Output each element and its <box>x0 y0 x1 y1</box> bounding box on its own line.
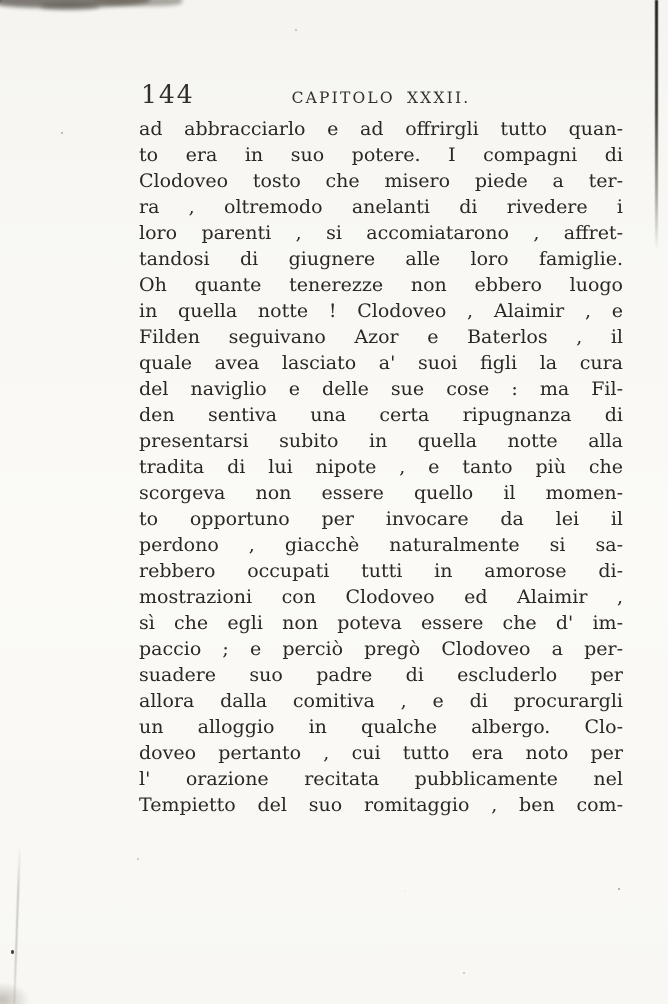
scan-artifact-top-edge-smudge <box>40 3 100 10</box>
text-line: suadere suo padre di escluderlo per <box>139 664 623 686</box>
text-line: ad abbracciarlo e ad offrirgli tutto quan- <box>139 118 623 140</box>
text-line: quale avea lasciato a' suoi figli la cura <box>139 352 623 374</box>
page-number: 144 <box>141 80 195 109</box>
chapter-heading: CAPITOLO XXXII. <box>291 89 471 107</box>
text-line: den sentiva una certa ripugnanza di <box>139 404 623 426</box>
text-line: presentarsi subito in quella notte alla <box>139 430 623 452</box>
text-line: ra , oltremodo anelanti di rivedere i <box>139 196 623 218</box>
text-line: mostrazioni con Clodoveo ed Alaimir , <box>139 586 623 608</box>
text-line: sì che egli non poteva essere che d' im- <box>139 612 623 634</box>
text-line: tradita di lui nipote , e tanto più che <box>139 456 623 478</box>
text-line: to era in suo potere. I compagni di <box>139 144 623 166</box>
page-header <box>139 82 623 114</box>
text-line: Tempietto del suo romitaggio , ben com- <box>139 794 623 816</box>
scan-artifact-ink-dot <box>11 950 14 954</box>
body-paragraph <box>139 116 623 818</box>
text-line: loro parenti , si accomiatarono , affret- <box>139 222 623 244</box>
text-line: in quella notte ! Clodoveo , Alaimir , e <box>139 300 623 322</box>
text-line: un alloggio in qualche albergo. Clo- <box>139 716 623 738</box>
scan-artifact-corner-shadow <box>0 982 30 1004</box>
text-line: rebbero occupati tutti in amorose di- <box>139 560 623 582</box>
text-line: perdono , giacchè naturalmente si sa- <box>139 534 623 556</box>
text-line: Oh quante tenerezze non ebbero luogo <box>139 274 623 296</box>
text-line: scorgeva non essere quello il momen- <box>139 482 623 504</box>
scan-artifact-binding-gutter-line <box>655 0 658 250</box>
text-line: del naviglio e delle sue cose : ma Fil- <box>139 378 623 400</box>
page-text-block <box>139 82 623 818</box>
text-line: paccio ; e perciò pregò Clodoveo a per- <box>139 638 623 660</box>
text-line: tandosi di giugnere alle loro famiglie. <box>139 248 623 270</box>
text-line: l' orazione recitata pubblicamente nel <box>139 768 623 790</box>
scan-artifact-specks <box>0 0 2 2</box>
text-line: to opportuno per invocare da lei il <box>139 508 623 530</box>
text-line: allora dalla comitiva , e di procurargli <box>139 690 623 712</box>
text-line: doveo pertanto , cui tutto era noto per <box>139 742 623 764</box>
scan-artifact-paper-crease <box>13 845 21 1004</box>
text-line: Filden seguivano Azor e Baterlos , il <box>139 326 623 348</box>
text-line: Clodoveo tosto che misero piede a ter- <box>139 170 623 192</box>
